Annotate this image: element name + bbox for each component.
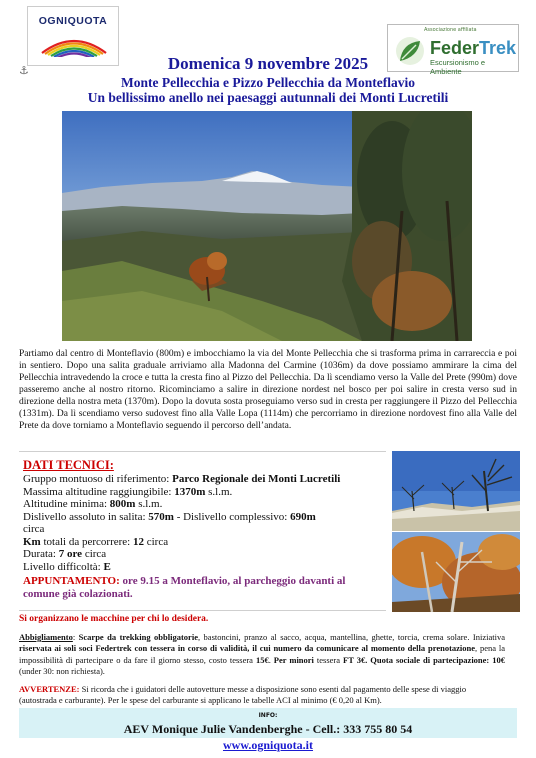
event-route-title: Monte Pellecchia e Pizzo Pellecchia da Monteflavio — [121, 75, 415, 90]
contact-line: AEV Monique Julie Vandenberghe - Cell.: 333 755 80 54 — [123, 722, 413, 736]
federtrek-tagline: Associazione affiliata — [424, 27, 477, 33]
elevation-circa: circa — [23, 523, 45, 535]
route-description: Partiamo dal centro di Monteflavio (800m) e imbocchiamo la via del Monte Pellecchia che si trasforma prima in carrareccia e poi in sentiero. Dopo una salita graduale arriviamo alla Madonna del Carmine (1036m) da dove possiamo ammirare la cima del Pellecchia intravedendo la croce e tutta la cresta fino al Pizzo del Pellecchia. Da lì scendiamo verso la Valle del Prete (990m) dove passeremo anche al nostro ritorno. Ricominciamo a salire in direzione nordest nel bosco per poi salire in cresta verso sud in direzione della nostra meta (1370m). Dopo la dovuta sosta proseguiamo verso sud in cresta per raggiungere il Pizzo del Pellecchia (1331m). Da lì scendiamo verso sudovest fino alla Valle Lopa (1114m) che percorriamo in direzione nordovest fino alla Valle del Prete da dove torniamo a Monteflavio seguendo il percorso dell’andata. — [19, 349, 517, 431]
info-label: INFO: — [258, 712, 278, 719]
event-tagline: Un bellissimo anello nei paesaggi autunnali dei Monti Lucretili — [87, 90, 449, 105]
min-altitude-line: Altitudine minima: 800m s.l.m. — [23, 498, 163, 510]
difficulty-line: Livello difficoltà: E — [23, 560, 111, 573]
technical-data-title: DATI TECNICI: — [23, 458, 114, 472]
max-altitude-line: Massima altitudine raggiungibile: 1370m s.l.m. — [23, 485, 233, 498]
trees-hilltop-photo — [392, 451, 520, 531]
federtrek-brand: FederTrek — [430, 38, 517, 58]
elevation-gain-line: Dislivello assoluto in salita: 570m - Dislivello complessivo: 690m — [23, 510, 316, 523]
website-link[interactable]: www.ogniquota.it — [222, 738, 314, 752]
mountain-landscape-photo — [62, 111, 472, 341]
warnings-note: AVVERTENZE: Si ricorda che i guidatori delle autovetture messe a disposizione sono esenti dal pagamento delle spese di viaggio (autostrada e carburante). Per le spese del carburante si applicano le tabelle ACI al minimo (€ 0,20 al Km). — [19, 684, 467, 706]
mountain-group-line: Gruppo montuoso di riferimento: Parco Regionale dei Monti Lucretili — [23, 473, 341, 485]
ogniquota-logo-text: OGNIQUOTA — [38, 15, 108, 27]
website-link-row — [0, 738, 536, 753]
duration-line: Durata: 7 ore circa — [23, 548, 107, 560]
distance-line: Km totali da percorrere: 12 circa — [23, 535, 169, 548]
federtrek-subtitle: Escursionismo e Ambiente — [430, 58, 486, 76]
event-date-title: Domenica 9 novembre 2025 — [167, 54, 369, 73]
clothing-requirements: Abbigliamento: Scarpe da trekking obbligatorie, bastoncini, pranzo al sacco, acqua, mantellina, ghette, torcia, crema solare. Iniziativa riservata ai soli soci Federtrek con tessera in corso di validità, il cui numero da comunicare al momento della prenotazione, pena la impossibilità di partecipare o da fare il giorno stesso, costo tessera 15€. Per minori tessera FT 3€. Quota sociale di partecipazione: 10€ (under 30: non richiesta). — [19, 632, 505, 676]
appointment-line: APPUNTAMENTO: ore 9.15 a Monteflavio, al parcheggio davanti al comune già colazionati. — [23, 575, 346, 600]
car-sharing-note: Si organizzano le macchine per chi lo desidera. — [19, 614, 209, 624]
anchor-icon: ⚓ — [19, 64, 29, 77]
autumn-beech-photo — [392, 532, 520, 612]
technical-data-section — [19, 451, 386, 611]
